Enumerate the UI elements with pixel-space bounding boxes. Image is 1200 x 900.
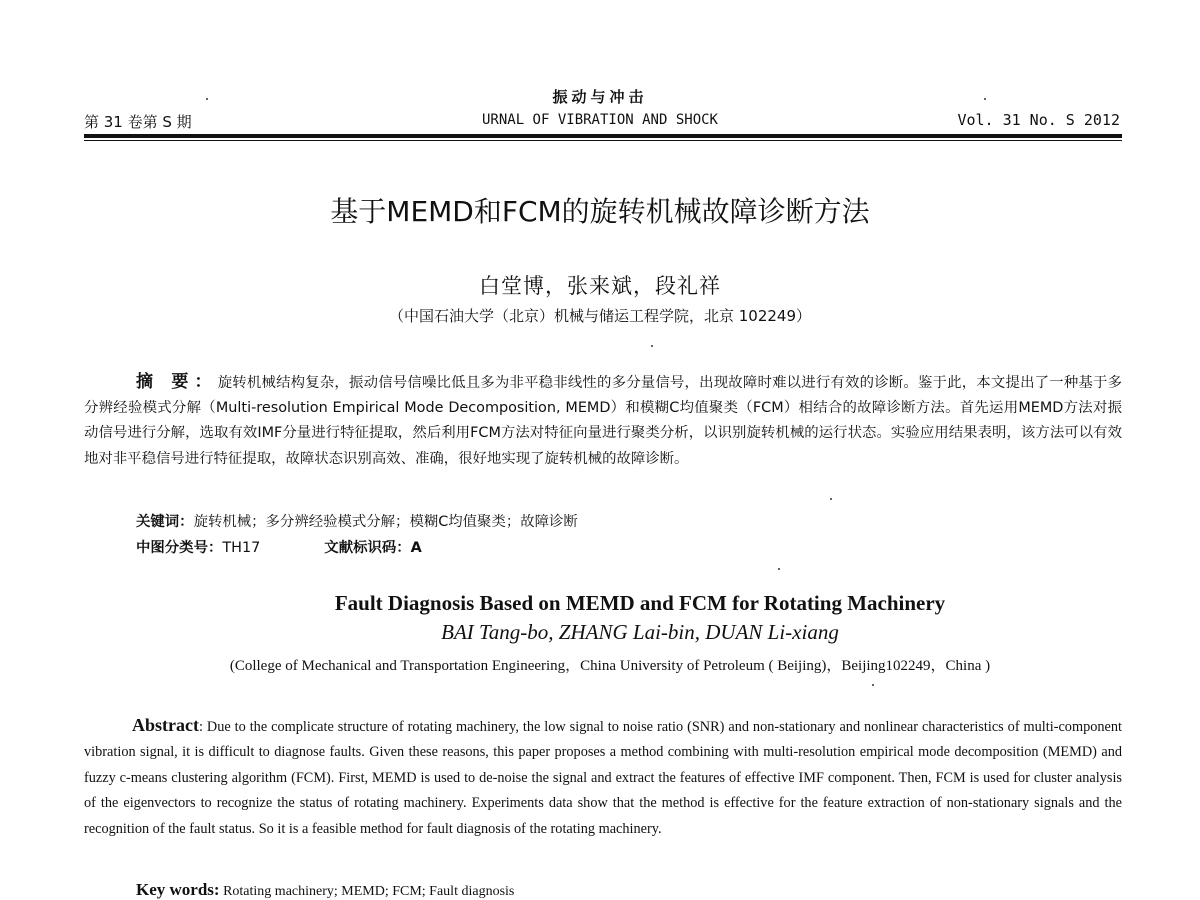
header-rule-thick	[84, 134, 1122, 138]
classification-line	[136, 536, 422, 557]
scan-speck	[984, 98, 986, 100]
journal-title-en: URNAL OF VIBRATION AND SHOCK	[481, 112, 718, 128]
scan-speck	[206, 98, 208, 100]
volume-issue-en: Vol. 31 No. S 2012	[957, 111, 1120, 129]
scan-speck	[872, 684, 874, 686]
abstract-cn-label: 摘 要：	[136, 372, 218, 392]
clc-value: TH17	[222, 540, 261, 556]
affiliation-cn: （中国石油大学（北京）机械与储运工程学院，北京 102249）	[388, 307, 812, 325]
abstract-en-label: Abstract	[132, 715, 199, 735]
doc-id-label: 文献标识码：	[324, 540, 411, 556]
scan-speck	[651, 345, 653, 347]
paper-title-en: Fault Diagnosis Based on MEMD and FCM for Rotating Machinery	[334, 591, 946, 615]
journal-title-cn: 振动与冲击	[552, 88, 648, 106]
keywords-en-text: Rotating machinery; MEMD; FCM; Fault diagnosis	[223, 884, 515, 899]
authors-en: BAI Tang-bo, ZHANG Lai-bin, DUAN Li-xiang	[441, 620, 839, 644]
keywords-cn-text: 旋转机械；多分辨经验模式分解；模糊C均值聚类；故障诊断	[193, 514, 578, 530]
keywords-cn-label: 关键词：	[136, 514, 194, 530]
abstract-en	[84, 713, 1122, 842]
scan-speck	[830, 498, 832, 500]
keywords-en	[136, 880, 514, 900]
scan-speck	[778, 568, 780, 570]
authors-cn: 白堂博，张来斌，段礼祥	[479, 274, 721, 298]
header-rule-thin	[84, 140, 1122, 141]
paper-title-cn: 基于MEMD和FCM的旋转机械故障诊断方法	[330, 195, 870, 228]
volume-issue-cn: 第 31 卷第 S 期	[84, 113, 192, 131]
keywords-cn	[136, 510, 578, 531]
keywords-en-label: Key words:	[136, 880, 220, 899]
doc-id-value: A	[410, 540, 422, 556]
abstract-cn-text: 旋转机械结构复杂，振动信号信噪比低且多为非平稳非线性的多分量信号，出现故障时难以进行有效的诊断。鉴于此，本文提出了一种基于多分辨经验模式分解（Multi-resolution Empirical Mode Decomposition, MEMD）和模糊C均值聚类（FCM）相结合的故障诊断方法。首先运用MEMD方法对振动信号进行分解，选取有效IMF分量进行特征提取，然后利用FCM方法对特征向量进行聚类分析，以识别旋转机械的运行状态。实验应用结果表明，该方法可以有效地对非平稳信号进行特征提取，故障状态识别高效、准确，很好地实现了旋转机械的故障诊断。	[84, 375, 1122, 467]
clc-label: 中图分类号：	[136, 540, 223, 556]
abstract-en-text: : Due to the complicate structure of rotating machinery, the low signal to noise ratio (SNR) and non-stationary and nonlinear characteristics of multi-component vibration signal, it is difficult to diagnose faults. Given these reasons, this paper proposes a method combining with multi-resolution empirical mode decomposition (MEMD) and fuzzy c-means clustering algorithm (FCM). First, MEMD is used to de-noise the signal and extract the features of effective IMF component. Then, FCM is used for cluster analysis of the eigenvectors to recognize the status of rotating machinery. Experiments data show that the method is effective for the feature extraction of non-stationary signals and the recognition of the fault status. So it is a feasible method for fault diagnosis of the rotating machinery.	[84, 719, 1122, 837]
abstract-cn	[84, 370, 1122, 472]
affiliation-en: (College of Mechanical and Transportation Engineering，China University of Petroleum ( Beijing)，Beijing102249，China )	[229, 658, 991, 674]
